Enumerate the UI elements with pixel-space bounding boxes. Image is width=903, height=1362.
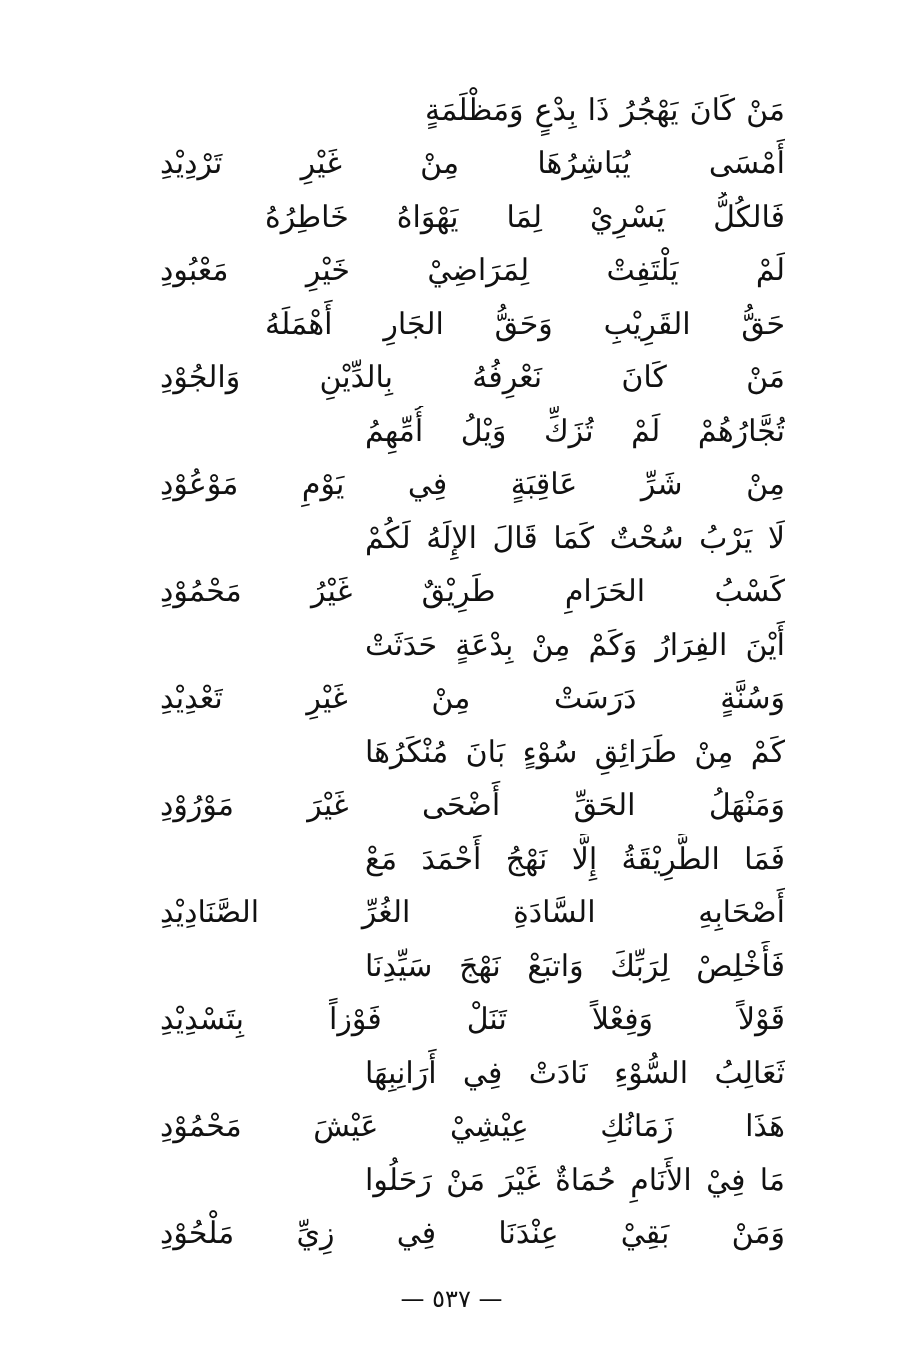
second-hemistich: وَمَنْهَلُ الحَقِّ أَضْحَى غَيْرَ مَوْرُوْدِ bbox=[160, 788, 785, 823]
verse bbox=[0, 299, 903, 406]
first-hemistich: مَا فِيْ الأَنَامِ حُمَاةٌ غَيْرَ مَنْ رَحَلُوا bbox=[365, 1163, 785, 1198]
second-hemistich: أَصْحَابِهِ السَّادَةِ الغُرِّ الصَّنَادِيْدِ bbox=[160, 895, 785, 930]
second-hemistich: أَمْسَى يُبَاشِرُهَا مِنْ غَيْرِ تَرْدِيْدِ bbox=[160, 146, 785, 181]
verse bbox=[0, 1155, 903, 1262]
second-hemistich: مِنْ شَرِّ عَاقِبَةٍ فِي يَوْمِ مَوْعُوْدِ bbox=[160, 467, 785, 502]
poem bbox=[0, 85, 903, 1262]
first-hemistich: ثَعَالِبُ السُّوْءِ نَادَتْ فِي أَرَانِبِهَا bbox=[365, 1056, 785, 1091]
second-hemistich: هَذَا زَمَانُكِ عِيْشِيْ عَيْشَ مَحْمُوْدِ bbox=[160, 1109, 785, 1144]
first-hemistich: فَمَا الطَّرِيْقَةُ إِلَّا نَهْجُ أَحْمَدَ مَعْ bbox=[365, 842, 785, 877]
verse bbox=[0, 1048, 903, 1155]
first-hemistich: تُجَّارُهُمْ لَمْ تُزَكِّ وَيْلُ أُمِّهِمُ bbox=[365, 414, 785, 449]
second-hemistich: وَمَنْ بَقِيْ عِنْدَنَا فِي زِيِّ مَلْحُوْدِ bbox=[160, 1216, 785, 1251]
first-hemistich: فَالكُلُّ يَسْرِيْ لِمَا يَهْوَاهُ خَاطِرُهُ bbox=[265, 200, 785, 235]
page-number: — ٥٣٧ — bbox=[400, 1285, 503, 1313]
second-hemistich: وَسُنَّةٍ دَرَسَتْ مِنْ غَيْرِ تَعْدِيْدِ bbox=[160, 681, 785, 716]
first-hemistich: فَأَخْلِصْ لِرَبِّكَ وَاتبَعْ نَهْجَ سَيِّدِنَا bbox=[365, 949, 785, 984]
verse bbox=[0, 406, 903, 513]
first-hemistich: كَمْ مِنْ طَرَائِقِ سُوْءٍ بَانَ مُنْكَرُهَا bbox=[365, 735, 785, 770]
verse bbox=[0, 85, 903, 192]
second-hemistich: لَمْ يَلْتَفِتْ لِمَرَاضِيْ خَيْرِ مَعْبُودِ bbox=[160, 253, 785, 288]
first-hemistich: حَقُّ القَرِيْبِ وَحَقُّ الجَارِ أَهْمَلَهُ bbox=[265, 307, 785, 342]
first-hemistich: لَا يَرْبُ سُحْتٌ كَمَا قَالَ الإِلَهُ لَكُمْ bbox=[365, 521, 785, 556]
second-hemistich: كَسْبُ الحَرَامِ طَرِيْقٌ غَيْرُ مَحْمُوْدِ bbox=[160, 574, 785, 609]
verse bbox=[0, 941, 903, 1048]
verse bbox=[0, 834, 903, 941]
verse bbox=[0, 727, 903, 834]
verse bbox=[0, 513, 903, 620]
second-hemistich: قَوْلاً وَفِعْلاً تَنَلْ فَوْزاً بِتَسْدِيْدِ bbox=[160, 1002, 785, 1037]
verse bbox=[0, 620, 903, 727]
second-hemistich: مَنْ كَانَ نَعْرِفُهُ بِالدِّيْنِ وَالجُوْدِ bbox=[160, 360, 785, 395]
first-hemistich: أَيْنَ الفِرَارُ وَكَمْ مِنْ بِدْعَةٍ حَدَثَتْ bbox=[365, 628, 785, 663]
first-hemistich: مَنْ كَانَ يَهْجُرُ ذَا بِدْعٍ وَمَظْلَمَةٍ bbox=[425, 93, 785, 128]
verse bbox=[0, 192, 903, 299]
